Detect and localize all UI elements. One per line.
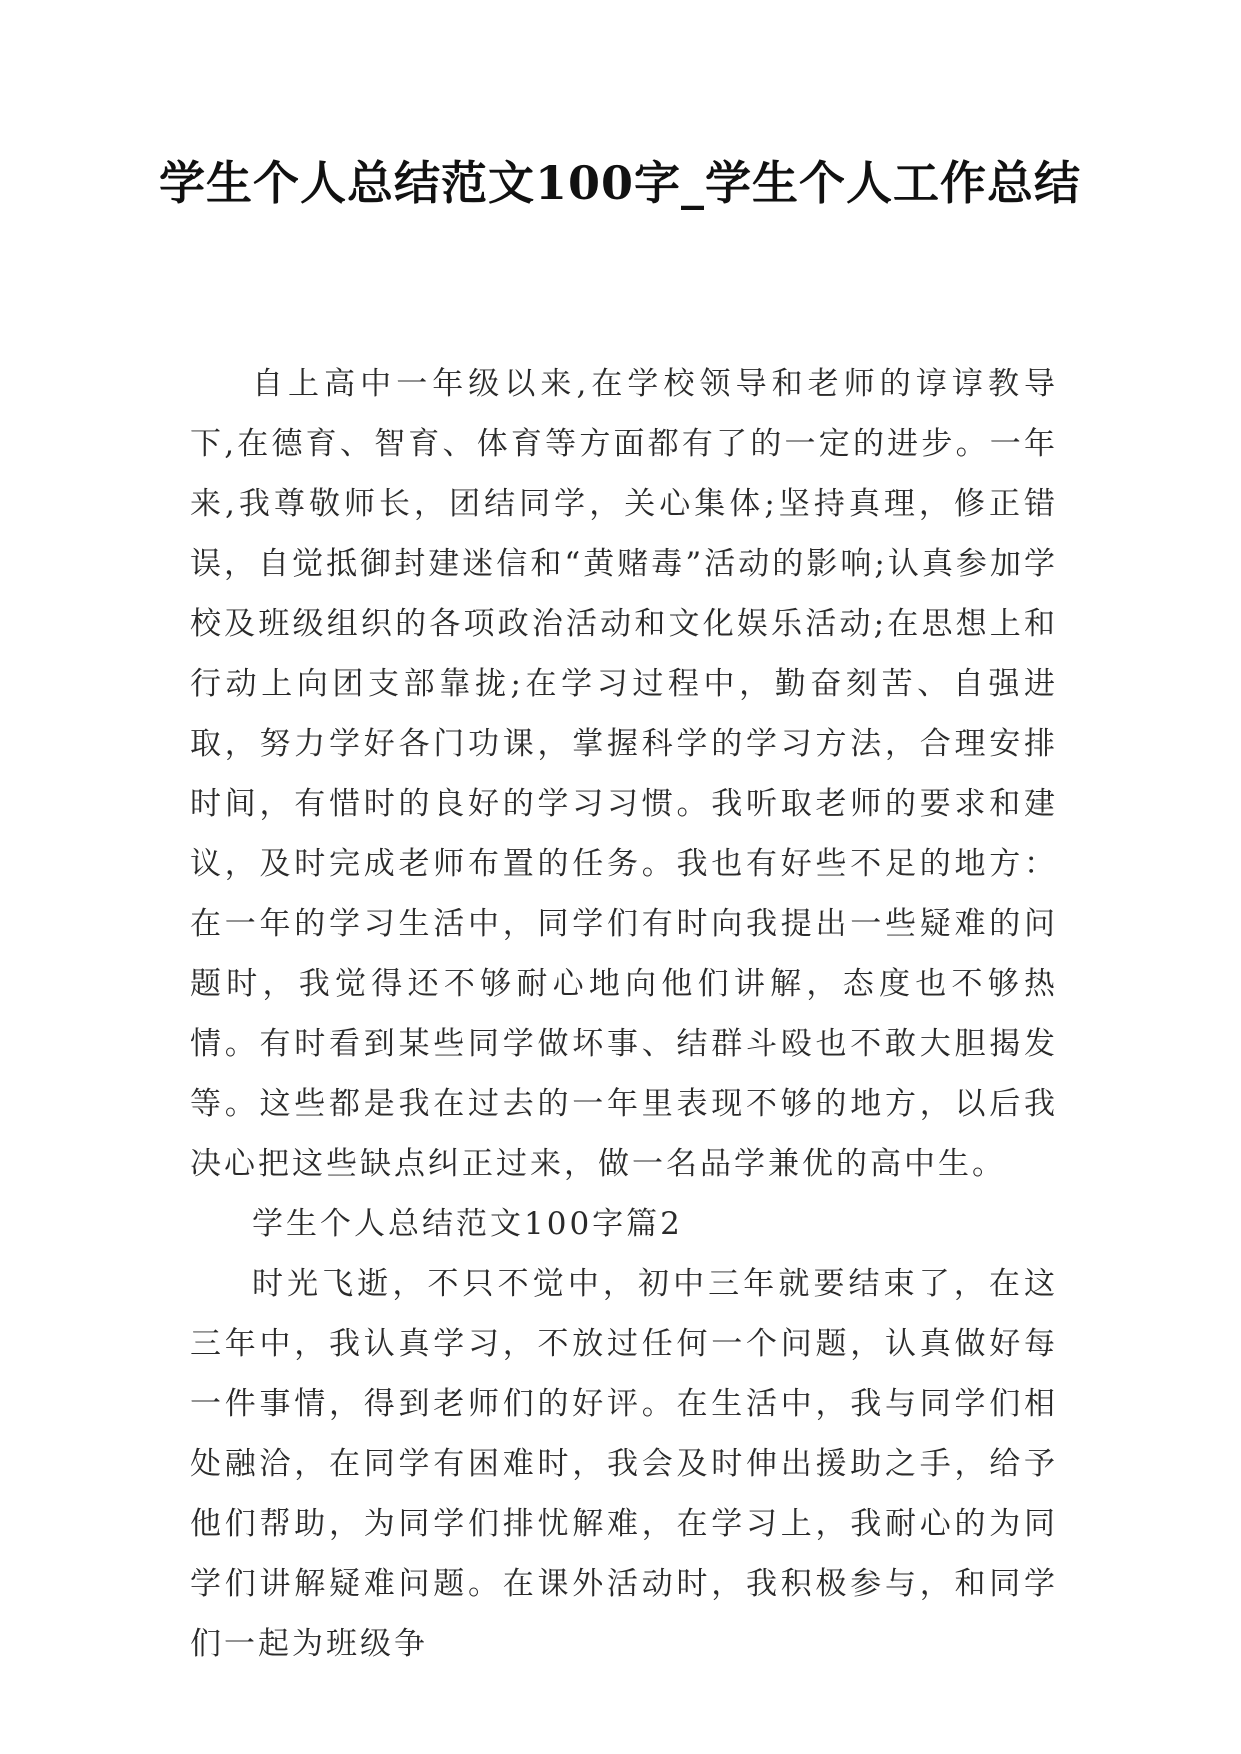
paragraph-2: 时光飞逝，不只不觉中，初中三年就要结束了，在这三年中，我认真学习，不放过任何一个问题，认真做好每一件事情，得到老师们的好评。在生活中，我与同学们相处融洽，在同学有困难时，我会及时伸出援助之手，给予他们帮助，为同学们排忧解难，在学习上，我耐心的为同学们讲解疑难问题。在课外活动时，我积极参与，和同学们一起为班级争: [190, 1266, 1058, 1662]
document-title: 学生个人总结范文100字_学生个人工作总结: [158, 156, 1082, 210]
section-heading-2: 学生个人总结范文100字篇2: [252, 1206, 683, 1242]
document-body: [190, 354, 1058, 1674]
paragraph-1: 自上高中一年级以来,在学校领导和老师的谆谆教导下,在德育、智育、体育等方面都有了的一定的进步。一年来,我尊敬师长，团结同学，关心集体;坚持真理，修正错误，自觉抵御封建迷信和“黄赌毒”活动的影响;认真参加学校及班级组织的各项政治活动和文化娱乐活动;在思想上和行动上向团支部靠拢;在学习过程中，勤奋刻苦、自强进取，努力学好各门功课，掌握科学的学习方法，合理安排时间，有惜时的良好的学习习惯。我听取老师的要求和建议，及时完成老师布置的任务。我也有好些不足的地方：在一年的学习生活中，同学们有时向我提出一些疑难的问题时，我觉得还不够耐心地向他们讲解，态度也不够热情。有时看到某些同学做坏事、结群斗殴也不敢大胆揭发等。这些都是我在过去的一年里表现不够的地方，以后我决心把这些缺点纠正过来，做一名品学兼优的高中生。: [190, 366, 1058, 1182]
